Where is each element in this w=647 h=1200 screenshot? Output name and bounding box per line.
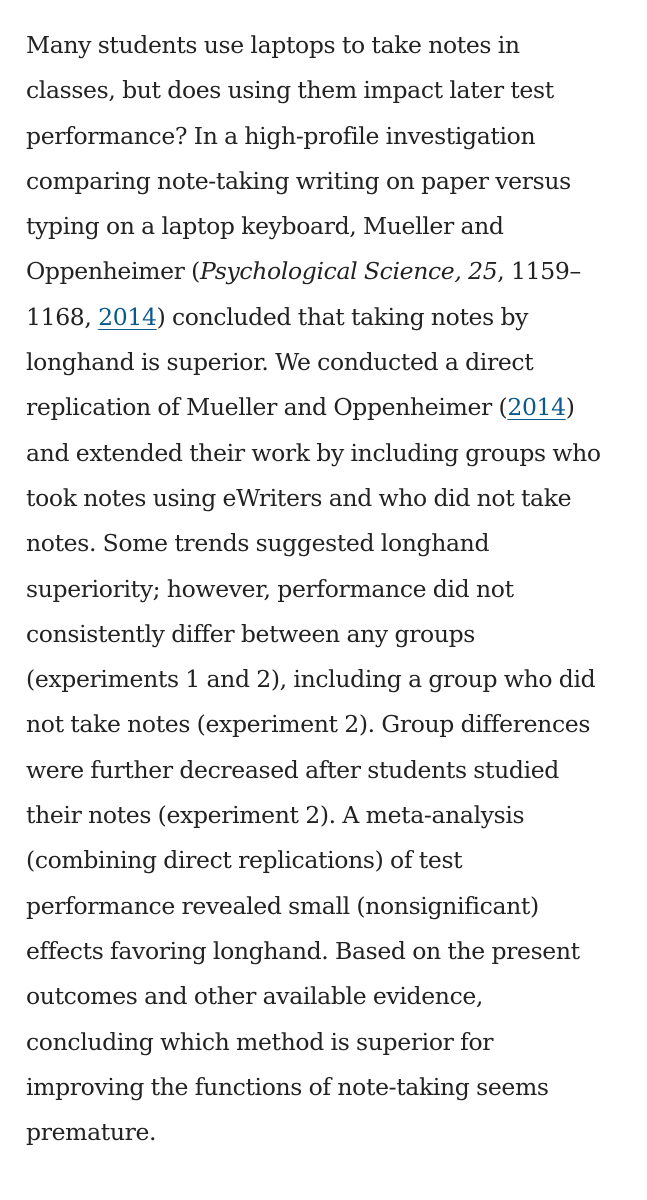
text-run: Oppenheimer ( <box>26 257 200 286</box>
abstract-line: improving the functions of note-taking seems <box>26 1072 549 1101</box>
journal-name: Psychological Science, 25 <box>199 257 498 286</box>
abstract-line: were further decreased after students studied <box>26 755 559 784</box>
abstract-line: premature. <box>26 1118 157 1147</box>
abstract-line: not take notes (experiment 2). Group differences <box>26 710 591 739</box>
abstract-line: (combining direct replications) of test <box>26 846 463 875</box>
abstract-line: took notes using eWriters and who did not take <box>26 483 572 512</box>
abstract-line: effects favoring longhand. Based on the present <box>26 936 580 965</box>
abstract-line: their notes (experiment 2). A meta-analysis <box>26 801 525 830</box>
text-run: replication of Mueller and Oppenheimer ( <box>26 393 508 422</box>
text-run: 1168, <box>26 302 99 331</box>
abstract-line: performance revealed small (nonsignificant) <box>26 891 539 920</box>
abstract-line: longhand is superior. We conducted a direct <box>26 348 534 377</box>
text-run: , 1159– <box>497 257 581 286</box>
abstract-line: performance? In a high-profile investigation <box>26 121 536 150</box>
abstract-line: typing on a laptop keyboard, Mueller and <box>26 212 504 241</box>
citation-link-2014[interactable]: 2014 <box>98 302 157 331</box>
citation-link-2014[interactable]: 2014 <box>507 393 566 422</box>
text-run: ) <box>565 393 575 422</box>
abstract-line: classes, but does using them impact later test <box>26 76 554 105</box>
abstract-line <box>26 295 638 340</box>
abstract-line: comparing note-taking writing on paper versus <box>26 166 571 195</box>
abstract-line: consistently differ between any groups <box>26 619 476 648</box>
abstract-line <box>26 249 638 294</box>
abstract-line <box>26 385 638 430</box>
abstract-line: outcomes and other available evidence, <box>26 982 484 1011</box>
abstract-line: and extended their work by including groups who <box>26 438 601 467</box>
text-run: ) concluded that taking notes by <box>156 302 529 331</box>
abstract-line: superiority; however, performance did not <box>26 574 514 603</box>
abstract-line: concluding which method is superior for <box>26 1027 494 1056</box>
abstract-line: Many students use laptops to take notes in <box>26 31 520 59</box>
abstract-line: notes. Some trends suggested longhand <box>26 529 490 558</box>
abstract-paragraph <box>26 23 638 1155</box>
abstract-line: (experiments 1 and 2), including a group who did <box>26 665 596 694</box>
